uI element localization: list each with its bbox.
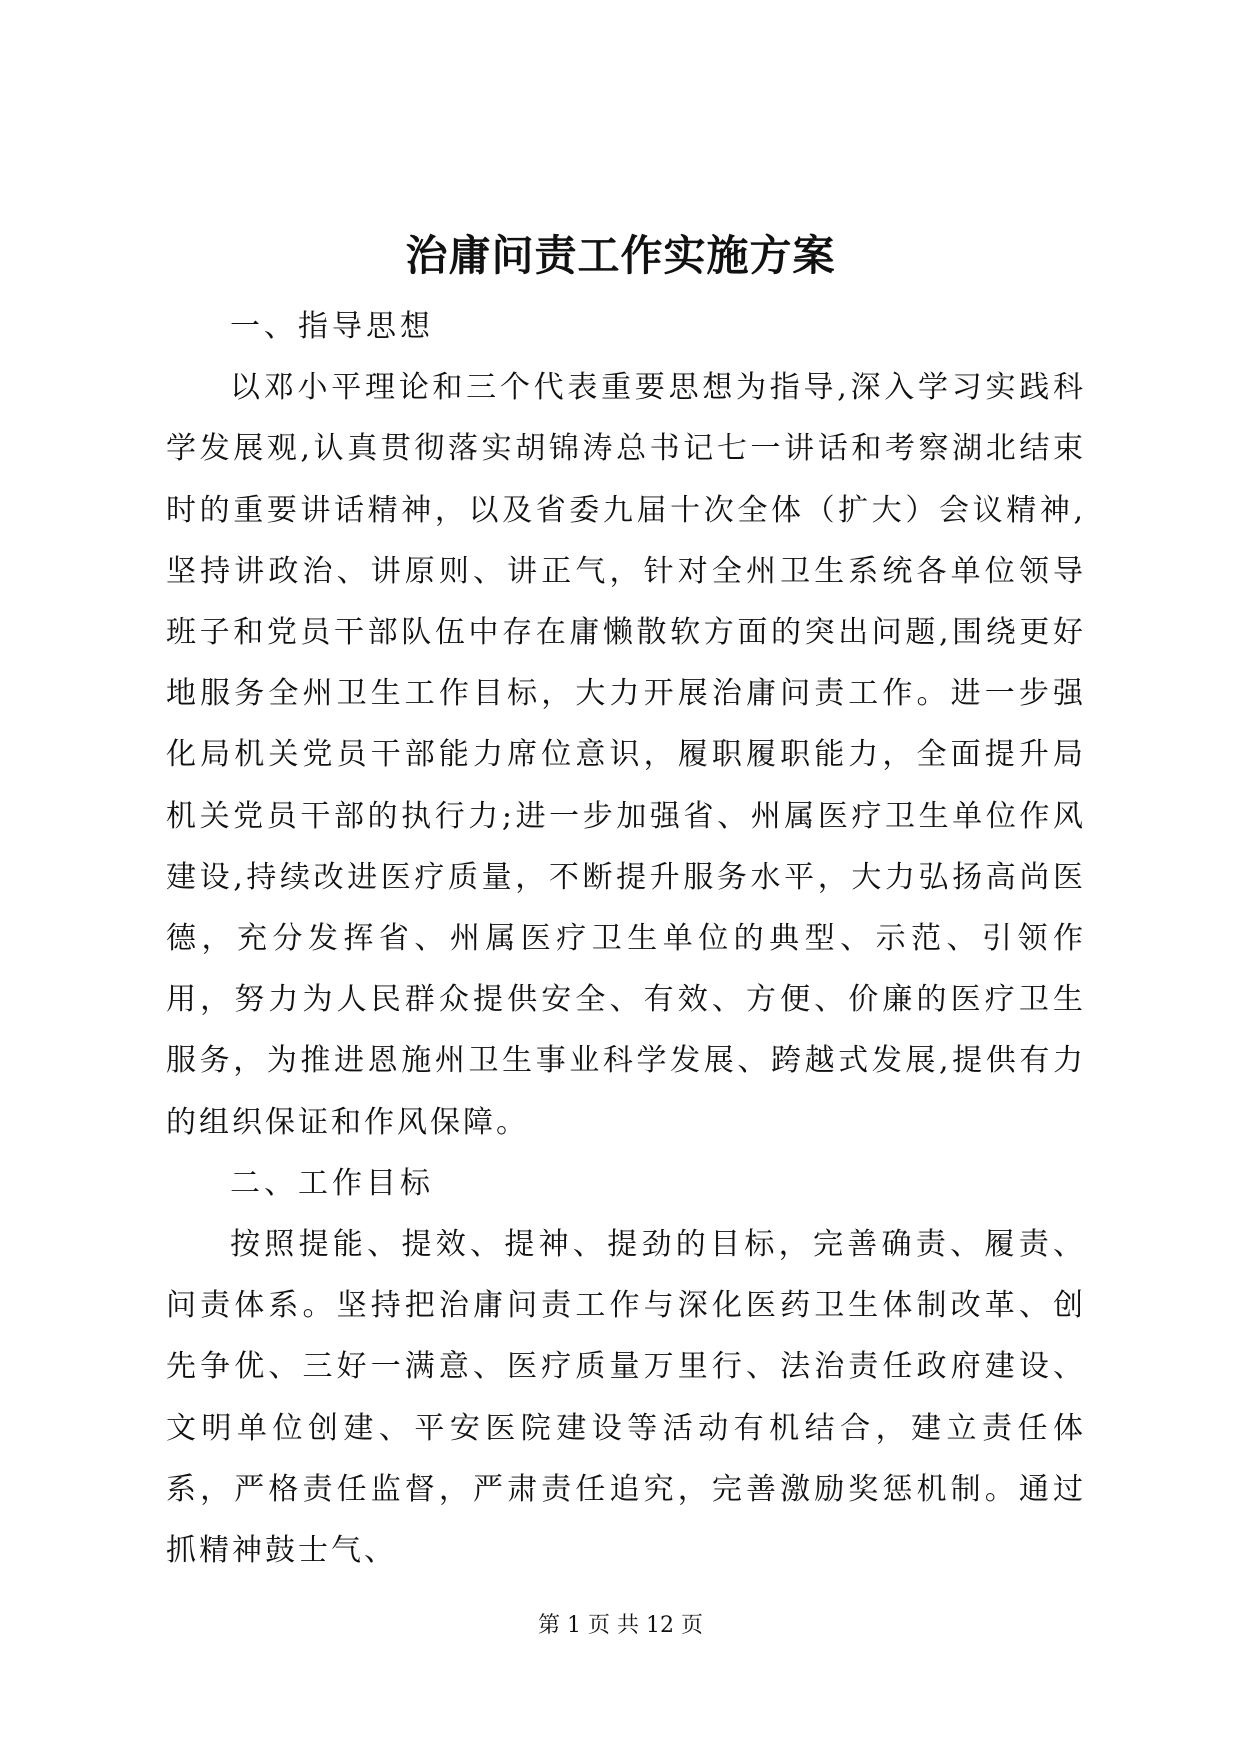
paragraph-work-goals: 按照提能、提效、提神、提劲的目标，完善确责、履责、问责体系。坚持把治庸问责工作与深化医药卫生体制改革、创先争优、三好一满意、医疗质量万里行、法治责任政府建设、文明单位创建、平安医院建设等活动有机结合，建立责任体系，严格责任监督，严肃责任追究，完善激励奖惩机制。通过抓精神鼓士气、 bbox=[166, 1227, 1086, 1569]
section-heading-guiding-ideology: 一、指导思想 bbox=[230, 309, 434, 344]
document-title: 治庸问责工作实施方案 bbox=[405, 231, 836, 280]
section-heading-work-goals: 二、工作目标 bbox=[230, 1165, 434, 1201]
document-body bbox=[166, 296, 1086, 1581]
page-number-footer: 第 1 页 共 12 页 bbox=[538, 1613, 703, 1638]
paragraph-guiding-ideology: 以邓小平理论和三个代表重要思想为指导,深入学习实践科学发展观,认真贯彻落实胡锦涛总书记七一讲话和考察湖北结束时的重要讲话精神，以及省委九届十次全体（扩大）会议精神,坚持讲政治、讲原则、讲正气，针对全州卫生系统各单位领导班子和党员干部队伍中存在庸懒散软方面的突出问题,围绕更好地服务全州卫生工作目标，大力开展治庸问责工作。进一步强化局机关党员干部能力席位意识，履职履职能力，全面提升局机关党员干部的执行力;进一步加强省、州属医疗卫生单位作风建设,持续改进医疗质量，不断提升服务水平，大力弘扬高尚医德，充分发挥省、州属医疗卫生单位的典型、示范、引领作用，努力为人民群众提供安全、有效、方便、价廉的医疗卫生服务，为推进恩施州卫生事业科学发展、跨越式发展,提供有力的组织保证和作风保障。 bbox=[166, 370, 1086, 1140]
